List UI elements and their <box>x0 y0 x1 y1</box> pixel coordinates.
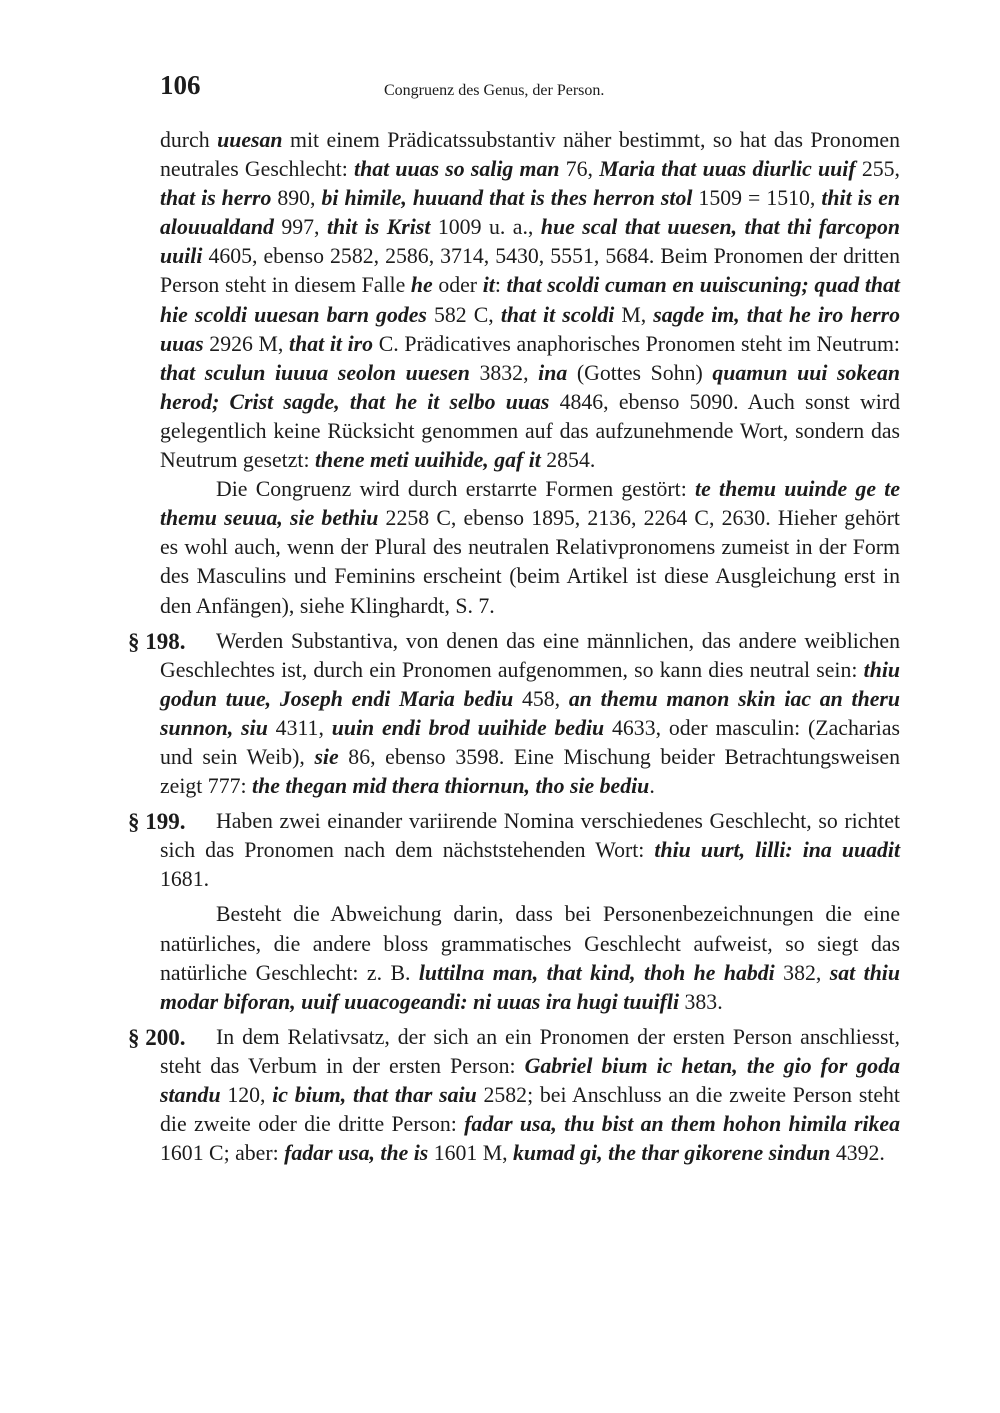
section-marker-200: § 200. <box>128 1024 186 1050</box>
section-198: § 198. Werden Substantiva, von denen das eine männlichen, das andere weiblichen Geschlechtes ist, durch ein Pronomen aufgenommen, so kann dies neutral sein: thiu godun tuue, Joseph endi Maria bediu 458, an themu manon skin iac an theru sunnon, siu 4311, uuin endi brod uuihide bediu 4633, oder masculin: (Zacharias und sein Weib), sie 86, ebenso 3598. Eine Mischung beider Betrachtungsweisen zeigt 777: the thegan mid thera thiornun, tho sie bediu. <box>160 627 900 802</box>
page-number: 106 <box>160 70 201 100</box>
paragraph-frozen-forms: Die Congruenz wird durch erstarrte Formen gestört: te themu uuinde ge te themu seuua, sie bethiu 2258 C, ebenso 1895, 2136, 2264 C, 2630. Hieher gehört es wohl auch, wenn der Plural des neutralen Relativpronomens zumeist in der Form des Masculins und Feminins erscheint (beim Artikel ist diese Ausgleichung erst in den Anfängen), siehe Klinghardt, S. 7. <box>160 477 900 618</box>
paragraph-congruence-neuter: durch uuesan mit einem Prädicatssubstantiv näher bestimmt, so hat das Pronomen neutrales Geschlecht: that uuas so salig man 76, Maria that uuas diurlic uuif 255, that is herro 890, bi himile, huuand that is thes herron stol 1509 = 1510, thit is en alouualdand 997, thit is Krist 1009 u. a., hue scal that uuesen, that thi farcopon uuili 4605, ebenso 2582, 2586, 3714, 5430, 5551, 5684. Beim Pronomen der dritten Person steht in diesem Falle he oder it: that scoldi cuman en uuiscuning; quad that hie scoldi uuesan barn godes 582 C, that it scoldi M, sagde im, that he iro herro uuas 2926 M, that it iro C. Prädicatives anaphorisches Pronomen steht im Neutrum: that sculun iuuua seolon uuesen 3832, ina (Gottes Sohn) quamun uui sokean herod; Crist sagde, that he it selbo uuas 4846, ebenso 5090. Auch sonst wird gelegentlich keine Rücksicht genommen auf das aufzunehmende Wort, sondern das Neutrum gesetzt: thene meti uuihide, gaf it 2854. <box>160 128 901 473</box>
section-199: § 199. Haben zwei einander variirende Nomina verschiedenes Geschlecht, so richtet sich das Pronomen nach dem nächststehenden Wort: thiu uurt, lilli: ina uuadit 1681. <box>160 807 900 894</box>
section-200: § 200. In dem Relativsatz, der sich an ein Pronomen der ersten Person anschliesst, steht das Verbum in der ersten Person: Gabriel bium ic hetan, the gio for goda standu 120, ic bium, that thar saiu 2582; bei Anschluss an die zweite Person steht die zweite oder die dritte Person: fadar usa, thu bist an them hohon himila rikea 1601 C; aber: fadar usa, the is 1601 M, kumad gi, the thar gikorene sindun 4392. <box>160 1023 900 1168</box>
page-body <box>128 126 901 1168</box>
section-marker-198: § 198. <box>128 628 186 654</box>
running-title: Congruenz des Genus, der Person. <box>384 82 605 99</box>
paragraph-natural-gender: Besteht die Abweichung darin, dass bei Personenbezeichnungen die eine natürliches, die andere bloss grammatisches Geschlecht aufweist, so siegt das natürliche Geschlecht: z. B. luttilna man, that kind, thoh he habdi 382, sat thiu modar biforan, uuif uuacogeandi: ni uuas ira hugi tuuifli 383. <box>160 902 900 1014</box>
section-marker-199: § 199. <box>128 809 186 835</box>
page-header <box>160 70 900 100</box>
